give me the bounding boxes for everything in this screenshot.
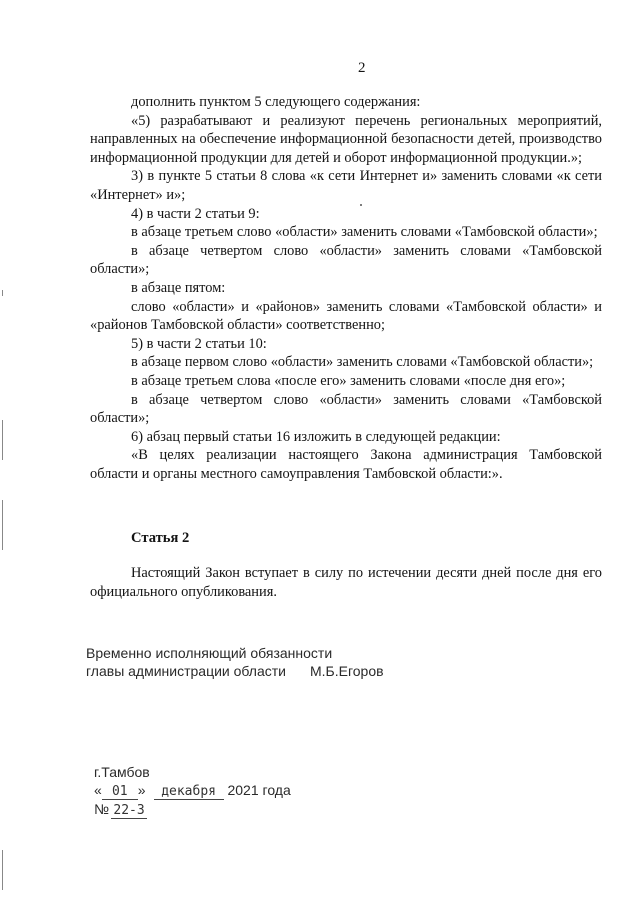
paragraph: 4) в части 2 статьи 9: xyxy=(131,205,260,222)
signatory-position-text: главы администрации области xyxy=(86,663,286,679)
paragraph: в абзаце четвертом слово «области» заменить словами «Тамбовской области»; xyxy=(90,391,602,427)
open-quote: « xyxy=(94,782,102,798)
place-date-block xyxy=(94,763,291,819)
signatory-name: М.Б.Егоров xyxy=(310,663,384,679)
page-number: 2 xyxy=(358,60,366,76)
scan-edge-mark xyxy=(2,500,3,550)
paragraph: в абзаце третьем слово «области» заменить словами «Тамбовской области»; xyxy=(131,224,598,241)
paragraph: в абзаце четвертом слово «области» заменить словами «Тамбовской области»; xyxy=(90,242,602,278)
paragraph: в абзаце третьем слова «после его» заменить словами «после дня его»; xyxy=(131,372,566,389)
signatory-position-line2 xyxy=(86,662,384,680)
article-text: Настоящий Закон вступает в силу по истечении десяти дней после дня его официального опубликования. xyxy=(90,565,602,600)
article-title: Статья 2 xyxy=(131,530,190,546)
date-line xyxy=(94,781,291,800)
law-number-line xyxy=(94,800,291,819)
date-year: 2021 года xyxy=(227,782,291,798)
paragraph: 3) в пункте 5 статьи 8 слова «к сети Интернет и» заменить словами «к сети «Интернет» и»; xyxy=(90,168,602,203)
paragraph: в абзаце первом слово «области» заменить словами «Тамбовской области»; xyxy=(131,354,594,371)
signature-block xyxy=(86,644,384,680)
number-label: № xyxy=(94,801,110,817)
paragraph: в абзаце пятом: xyxy=(131,279,226,296)
amendments-text xyxy=(90,93,602,483)
close-quote: » xyxy=(137,782,146,798)
date-month: декабря xyxy=(154,784,224,800)
paragraph: «5) разрабатывают и реализуют перечень региональных мероприятий, направленных на обеспечение информационной безопасности детей, производство информационной продукции для детей и оборот информационной продукции.»; xyxy=(90,112,602,166)
law-number: 22-З xyxy=(111,803,147,819)
paragraph: «В целях реализации настоящего Закона администрация Тамбовской области и органы местного самоуправления Тамбовской области:». xyxy=(90,447,602,482)
scan-edge-mark xyxy=(2,850,3,890)
city: г.Тамбов xyxy=(94,764,150,780)
paragraph: дополнить пунктом 5 следующего содержания: xyxy=(131,94,421,110)
paragraph: 5) в части 2 статьи 10: xyxy=(131,335,267,352)
date-day: 01 xyxy=(102,784,138,800)
scan-edge-mark xyxy=(2,420,3,460)
paragraph: слово «области» и «районов» заменить словами «Тамбовской области» и «районов Тамбовской области» соответственно; xyxy=(90,298,602,334)
paragraph: 6) абзац первый статьи 16 изложить в следующей редакции: xyxy=(131,428,501,445)
scan-speck xyxy=(360,204,362,206)
signatory-position: Временно исполняющий обязанности xyxy=(86,645,333,661)
scan-edge-mark xyxy=(2,290,3,296)
